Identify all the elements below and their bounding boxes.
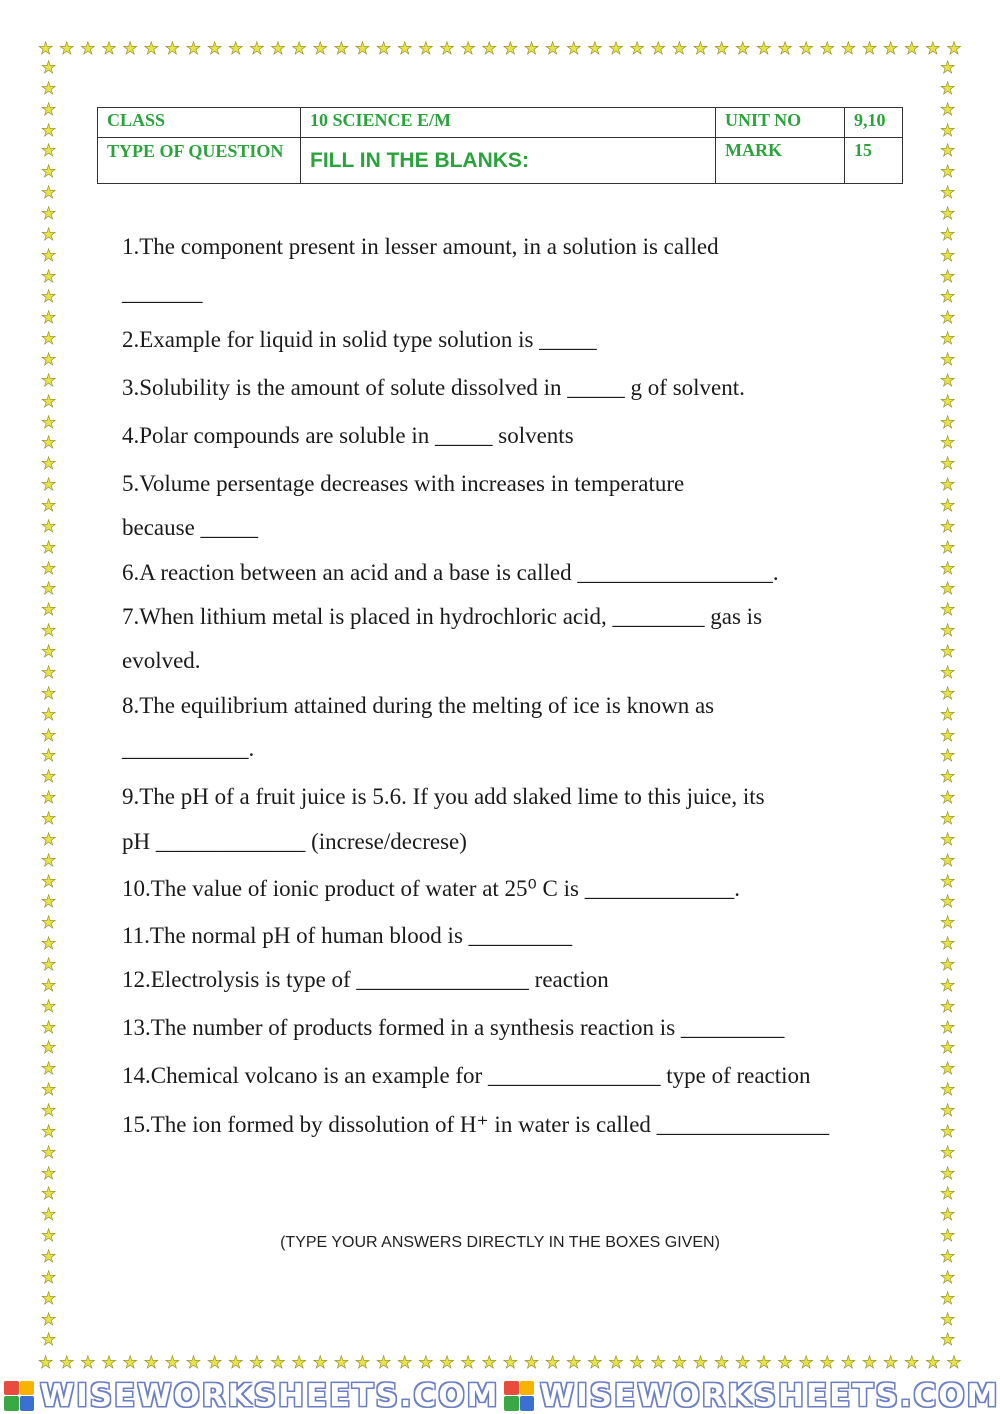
star-icon: ★ bbox=[41, 1184, 57, 1205]
watermark-text: WISEWORKSHEETS.COM bbox=[40, 1377, 500, 1414]
star-icon: ★ bbox=[566, 39, 582, 59]
star-icon: ★ bbox=[819, 39, 835, 59]
question-line: evolved. bbox=[122, 648, 201, 673]
star-icon: ★ bbox=[650, 39, 666, 59]
star-icon: ★ bbox=[41, 162, 57, 183]
star-icon: ★ bbox=[41, 934, 57, 955]
star-icon: ★ bbox=[840, 39, 856, 59]
star-icon: ★ bbox=[940, 162, 956, 183]
star-icon: ★ bbox=[840, 1353, 856, 1373]
star-icon: ★ bbox=[439, 39, 455, 59]
star-icon: ★ bbox=[940, 183, 956, 204]
star-icon: ★ bbox=[59, 39, 75, 59]
star-icon: ★ bbox=[354, 1353, 371, 1373]
star-icon: ★ bbox=[41, 433, 57, 454]
star-icon: ★ bbox=[101, 39, 117, 59]
question-line: 8.The equilibrium attained during the melting of ice is known as bbox=[122, 693, 715, 718]
question-line: 2.Example for liquid in solid type solution is _____ bbox=[122, 327, 597, 352]
star-icon: ★ bbox=[940, 767, 956, 788]
type-value: FILL IN THE BLANKS: bbox=[301, 138, 716, 184]
star-icon: ★ bbox=[41, 496, 57, 517]
star-icon: ★ bbox=[940, 1017, 956, 1038]
question-line: 15.The ion formed by dissolution of H⁺ in water is called _______________ bbox=[122, 1112, 830, 1137]
star-icon: ★ bbox=[629, 39, 645, 59]
star-icon: ★ bbox=[940, 1288, 956, 1309]
star-icon: ★ bbox=[940, 975, 956, 996]
star-icon: ★ bbox=[291, 1353, 307, 1373]
star-icon: ★ bbox=[41, 1267, 57, 1288]
star-icon: ★ bbox=[481, 1353, 497, 1373]
star-icon: ★ bbox=[692, 39, 709, 59]
question-line: 7.When lithium metal is placed in hydrochloric acid, ________ gas is bbox=[122, 604, 763, 629]
star-icon: ★ bbox=[185, 1353, 202, 1373]
star-icon: ★ bbox=[41, 725, 57, 746]
star-icon: ★ bbox=[940, 1330, 956, 1351]
star-icon: ★ bbox=[312, 39, 328, 59]
star-icon: ★ bbox=[940, 287, 956, 308]
star-icon: ★ bbox=[460, 39, 476, 59]
star-icon: ★ bbox=[41, 141, 57, 162]
star-icon: ★ bbox=[41, 1246, 57, 1267]
star-icon: ★ bbox=[946, 1353, 962, 1373]
unit-label: UNIT NO bbox=[716, 108, 845, 138]
question-line: 13.The number of products formed in a synthesis reaction is _________ bbox=[122, 1015, 785, 1040]
star-icon: ★ bbox=[41, 600, 57, 621]
star-icon: ★ bbox=[940, 224, 956, 245]
star-icon: ★ bbox=[460, 1353, 476, 1373]
star-icon: ★ bbox=[861, 39, 878, 59]
star-icon: ★ bbox=[940, 746, 956, 767]
question-line: 14.Chemical volcano is an example for _______________ type of reaction bbox=[122, 1063, 811, 1088]
star-icon: ★ bbox=[41, 370, 57, 391]
question-line: 12.Electrolysis is type of _______________ reaction bbox=[122, 967, 609, 992]
star-icon: ★ bbox=[692, 1353, 709, 1373]
star-icon: ★ bbox=[41, 1100, 57, 1121]
star-icon: ★ bbox=[940, 454, 956, 475]
star-icon: ★ bbox=[41, 287, 57, 308]
question-line: 10.The value of ionic product of water at 25⁰ C is _____________. bbox=[122, 876, 740, 901]
star-icon: ★ bbox=[904, 1353, 920, 1373]
star-icon: ★ bbox=[502, 39, 518, 59]
mark-value: 15 bbox=[845, 138, 903, 184]
star-icon: ★ bbox=[291, 39, 307, 59]
star-icon: ★ bbox=[397, 39, 413, 59]
class-label: CLASS bbox=[98, 108, 301, 138]
star-icon: ★ bbox=[41, 975, 57, 996]
star-icon: ★ bbox=[41, 1080, 57, 1101]
star-icon: ★ bbox=[333, 1353, 349, 1373]
star-icon: ★ bbox=[80, 39, 96, 59]
star-icon: ★ bbox=[925, 1353, 941, 1373]
star-icon: ★ bbox=[819, 1353, 835, 1373]
star-icon: ★ bbox=[940, 412, 956, 433]
star-icon: ★ bbox=[940, 600, 956, 621]
star-icon: ★ bbox=[940, 725, 956, 746]
star-icon: ★ bbox=[249, 39, 265, 59]
star-icon: ★ bbox=[41, 350, 57, 371]
star-icon: ★ bbox=[41, 558, 57, 579]
star-icon: ★ bbox=[714, 39, 730, 59]
watermark-footer bbox=[0, 1378, 1000, 1413]
star-icon: ★ bbox=[940, 329, 956, 350]
star-icon: ★ bbox=[418, 39, 434, 59]
star-icon: ★ bbox=[354, 39, 371, 59]
wiseworksheets-logo-icon bbox=[4, 1381, 34, 1411]
watermark-brand bbox=[0, 1378, 500, 1414]
star-icon: ★ bbox=[270, 1353, 286, 1373]
star-icon: ★ bbox=[940, 808, 956, 829]
star-icon: ★ bbox=[523, 1353, 540, 1373]
star-icon: ★ bbox=[523, 39, 540, 59]
star-icon: ★ bbox=[940, 1309, 956, 1330]
star-icon: ★ bbox=[41, 58, 57, 78]
question-line: 9.The pH of a fruit juice is 5.6. If you add slaked lime to this juice, its bbox=[122, 784, 765, 809]
star-icon: ★ bbox=[41, 871, 57, 892]
star-icon: ★ bbox=[940, 245, 956, 266]
star-icon: ★ bbox=[671, 1353, 687, 1373]
star-icon: ★ bbox=[940, 1038, 956, 1059]
star-icon: ★ bbox=[164, 1353, 180, 1373]
star-icon: ★ bbox=[671, 39, 687, 59]
star-icon: ★ bbox=[566, 1353, 582, 1373]
star-icon: ★ bbox=[41, 1330, 57, 1351]
star-icon: ★ bbox=[41, 412, 57, 433]
star-icon: ★ bbox=[41, 308, 57, 329]
star-icon: ★ bbox=[940, 1205, 956, 1226]
star-icon: ★ bbox=[940, 829, 956, 850]
star-icon: ★ bbox=[41, 1163, 57, 1184]
star-icon: ★ bbox=[777, 39, 793, 59]
star-icon: ★ bbox=[940, 954, 956, 975]
star-icon: ★ bbox=[940, 475, 956, 496]
star-icon: ★ bbox=[333, 39, 349, 59]
star-icon: ★ bbox=[207, 39, 223, 59]
star-icon: ★ bbox=[41, 954, 57, 975]
star-icon: ★ bbox=[41, 183, 57, 204]
star-icon: ★ bbox=[41, 454, 57, 475]
star-icon: ★ bbox=[41, 683, 57, 704]
question-line: 3.Solubility is the amount of solute dissolved in _____ g of solvent. bbox=[122, 375, 745, 400]
star-icon: ★ bbox=[940, 99, 956, 120]
star-icon: ★ bbox=[41, 1226, 57, 1247]
star-icon: ★ bbox=[122, 39, 138, 59]
star-icon: ★ bbox=[397, 1353, 413, 1373]
star-icon: ★ bbox=[940, 642, 956, 663]
star-icon: ★ bbox=[545, 39, 561, 59]
instruction-note: (TYPE YOUR ANSWERS DIRECTLY IN THE BOXES GIVEN) bbox=[280, 1234, 720, 1251]
star-icon: ★ bbox=[41, 1288, 57, 1309]
star-icon: ★ bbox=[608, 39, 624, 59]
star-icon: ★ bbox=[940, 1142, 956, 1163]
star-icon: ★ bbox=[925, 39, 941, 59]
star-icon: ★ bbox=[41, 537, 57, 558]
star-icon: ★ bbox=[940, 1246, 956, 1267]
star-icon: ★ bbox=[80, 1353, 96, 1373]
type-label: TYPE OF QUESTION bbox=[98, 138, 301, 184]
star-icon: ★ bbox=[940, 433, 956, 454]
star-icon: ★ bbox=[41, 224, 57, 245]
class-value: 10 SCIENCE E/M bbox=[301, 108, 716, 138]
star-icon: ★ bbox=[756, 39, 772, 59]
star-icon: ★ bbox=[41, 642, 57, 663]
right-star-border bbox=[940, 60, 955, 1350]
star-icon: ★ bbox=[904, 39, 920, 59]
star-icon: ★ bbox=[41, 662, 57, 683]
question-line: ___________. bbox=[122, 736, 255, 761]
star-icon: ★ bbox=[41, 579, 57, 600]
star-icon: ★ bbox=[249, 1353, 265, 1373]
star-icon: ★ bbox=[41, 1017, 57, 1038]
star-icon: ★ bbox=[940, 683, 956, 704]
star-icon: ★ bbox=[228, 39, 244, 59]
star-icon: ★ bbox=[41, 767, 57, 788]
question-line: 5.Volume persentage decreases with increases in temperature bbox=[122, 471, 685, 496]
star-icon: ★ bbox=[940, 913, 956, 934]
star-icon: ★ bbox=[41, 621, 57, 642]
star-icon: ★ bbox=[376, 39, 392, 59]
star-icon: ★ bbox=[777, 1353, 793, 1373]
question-line: because _____ bbox=[122, 515, 259, 540]
question-line: 6.A reaction between an acid and a base is called _________________. bbox=[122, 560, 779, 585]
star-icon: ★ bbox=[41, 516, 57, 537]
star-icon: ★ bbox=[940, 308, 956, 329]
star-icon: ★ bbox=[940, 391, 956, 412]
star-icon: ★ bbox=[861, 1353, 878, 1373]
star-icon: ★ bbox=[41, 1059, 57, 1080]
star-icon: ★ bbox=[650, 1353, 666, 1373]
star-icon: ★ bbox=[41, 1038, 57, 1059]
star-icon: ★ bbox=[883, 1353, 899, 1373]
star-icon: ★ bbox=[798, 1353, 814, 1373]
question-line: 1.The component present in lesser amount, in a solution is called bbox=[122, 234, 719, 259]
mark-label: MARK bbox=[716, 138, 845, 184]
star-icon: ★ bbox=[940, 1121, 956, 1142]
star-icon: ★ bbox=[41, 1142, 57, 1163]
star-icon: ★ bbox=[41, 746, 57, 767]
question-line: 11.The normal pH of human blood is _________ bbox=[122, 923, 573, 948]
star-icon: ★ bbox=[940, 579, 956, 600]
star-icon: ★ bbox=[940, 78, 956, 99]
star-icon: ★ bbox=[143, 1353, 159, 1373]
star-icon: ★ bbox=[41, 788, 57, 809]
star-icon: ★ bbox=[59, 1353, 75, 1373]
star-icon: ★ bbox=[41, 120, 57, 141]
star-icon: ★ bbox=[41, 245, 57, 266]
star-icon: ★ bbox=[940, 141, 956, 162]
star-icon: ★ bbox=[41, 329, 57, 350]
unit-value: 9,10 bbox=[845, 108, 903, 138]
star-icon: ★ bbox=[502, 1353, 518, 1373]
star-icon: ★ bbox=[41, 266, 57, 287]
star-icon: ★ bbox=[735, 39, 751, 59]
star-icon: ★ bbox=[41, 1121, 57, 1142]
star-icon: ★ bbox=[439, 1353, 455, 1373]
star-icon: ★ bbox=[41, 391, 57, 412]
watermark-brand bbox=[500, 1378, 1000, 1414]
star-icon: ★ bbox=[940, 1059, 956, 1080]
question-line: 4.Polar compounds are soluble in _____ solvents bbox=[122, 423, 574, 448]
star-icon: ★ bbox=[940, 204, 956, 225]
star-icon: ★ bbox=[587, 39, 603, 59]
star-icon: ★ bbox=[101, 1353, 117, 1373]
star-icon: ★ bbox=[545, 1353, 561, 1373]
star-icon: ★ bbox=[41, 808, 57, 829]
star-icon: ★ bbox=[41, 913, 57, 934]
star-icon: ★ bbox=[143, 39, 159, 59]
header-table bbox=[97, 107, 903, 184]
star-icon: ★ bbox=[41, 99, 57, 120]
star-icon: ★ bbox=[164, 39, 180, 59]
star-icon: ★ bbox=[270, 39, 286, 59]
star-icon: ★ bbox=[940, 496, 956, 517]
star-icon: ★ bbox=[608, 1353, 624, 1373]
star-icon: ★ bbox=[735, 1353, 751, 1373]
star-icon: ★ bbox=[940, 621, 956, 642]
star-icon: ★ bbox=[940, 558, 956, 579]
star-icon: ★ bbox=[940, 1163, 956, 1184]
star-icon: ★ bbox=[312, 1353, 328, 1373]
star-icon: ★ bbox=[798, 39, 814, 59]
star-icon: ★ bbox=[122, 1353, 138, 1373]
left-star-border bbox=[41, 60, 56, 1350]
star-icon: ★ bbox=[940, 850, 956, 871]
star-icon: ★ bbox=[940, 1080, 956, 1101]
watermark-text: WISEWORKSHEETS.COM bbox=[540, 1377, 1000, 1414]
star-icon: ★ bbox=[41, 704, 57, 725]
star-icon: ★ bbox=[41, 892, 57, 913]
question-line: pH _____________ (increse/decrese) bbox=[122, 829, 467, 854]
star-icon: ★ bbox=[946, 39, 962, 59]
star-icon: ★ bbox=[940, 537, 956, 558]
star-icon: ★ bbox=[714, 1353, 730, 1373]
star-icon: ★ bbox=[940, 788, 956, 809]
star-icon: ★ bbox=[940, 934, 956, 955]
star-icon: ★ bbox=[38, 39, 54, 59]
top-star-border bbox=[38, 41, 962, 58]
star-icon: ★ bbox=[940, 1184, 956, 1205]
star-icon: ★ bbox=[376, 1353, 392, 1373]
star-icon: ★ bbox=[207, 1353, 223, 1373]
star-icon: ★ bbox=[41, 850, 57, 871]
star-icon: ★ bbox=[940, 350, 956, 371]
star-icon: ★ bbox=[940, 1267, 956, 1288]
star-icon: ★ bbox=[940, 871, 956, 892]
star-icon: ★ bbox=[41, 1205, 57, 1226]
star-icon: ★ bbox=[940, 120, 956, 141]
star-icon: ★ bbox=[940, 58, 956, 78]
star-icon: ★ bbox=[756, 1353, 772, 1373]
star-icon: ★ bbox=[940, 892, 956, 913]
star-icon: ★ bbox=[41, 475, 57, 496]
star-icon: ★ bbox=[883, 39, 899, 59]
star-icon: ★ bbox=[940, 662, 956, 683]
star-icon: ★ bbox=[41, 996, 57, 1017]
star-icon: ★ bbox=[940, 370, 956, 391]
star-icon: ★ bbox=[41, 78, 57, 99]
star-icon: ★ bbox=[481, 39, 497, 59]
star-icon: ★ bbox=[41, 204, 57, 225]
star-icon: ★ bbox=[629, 1353, 645, 1373]
bottom-star-border bbox=[38, 1355, 962, 1372]
star-icon: ★ bbox=[38, 1353, 54, 1373]
star-icon: ★ bbox=[41, 1309, 57, 1330]
star-icon: ★ bbox=[940, 1226, 956, 1247]
star-icon: ★ bbox=[940, 1100, 956, 1121]
star-icon: ★ bbox=[185, 39, 202, 59]
wiseworksheets-logo-icon bbox=[504, 1381, 534, 1411]
star-icon: ★ bbox=[940, 996, 956, 1017]
star-icon: ★ bbox=[418, 1353, 434, 1373]
star-icon: ★ bbox=[587, 1353, 603, 1373]
question-line: _______ bbox=[122, 280, 203, 305]
star-icon: ★ bbox=[940, 704, 956, 725]
star-icon: ★ bbox=[940, 516, 956, 537]
star-icon: ★ bbox=[41, 829, 57, 850]
star-icon: ★ bbox=[228, 1353, 244, 1373]
star-icon: ★ bbox=[940, 266, 956, 287]
